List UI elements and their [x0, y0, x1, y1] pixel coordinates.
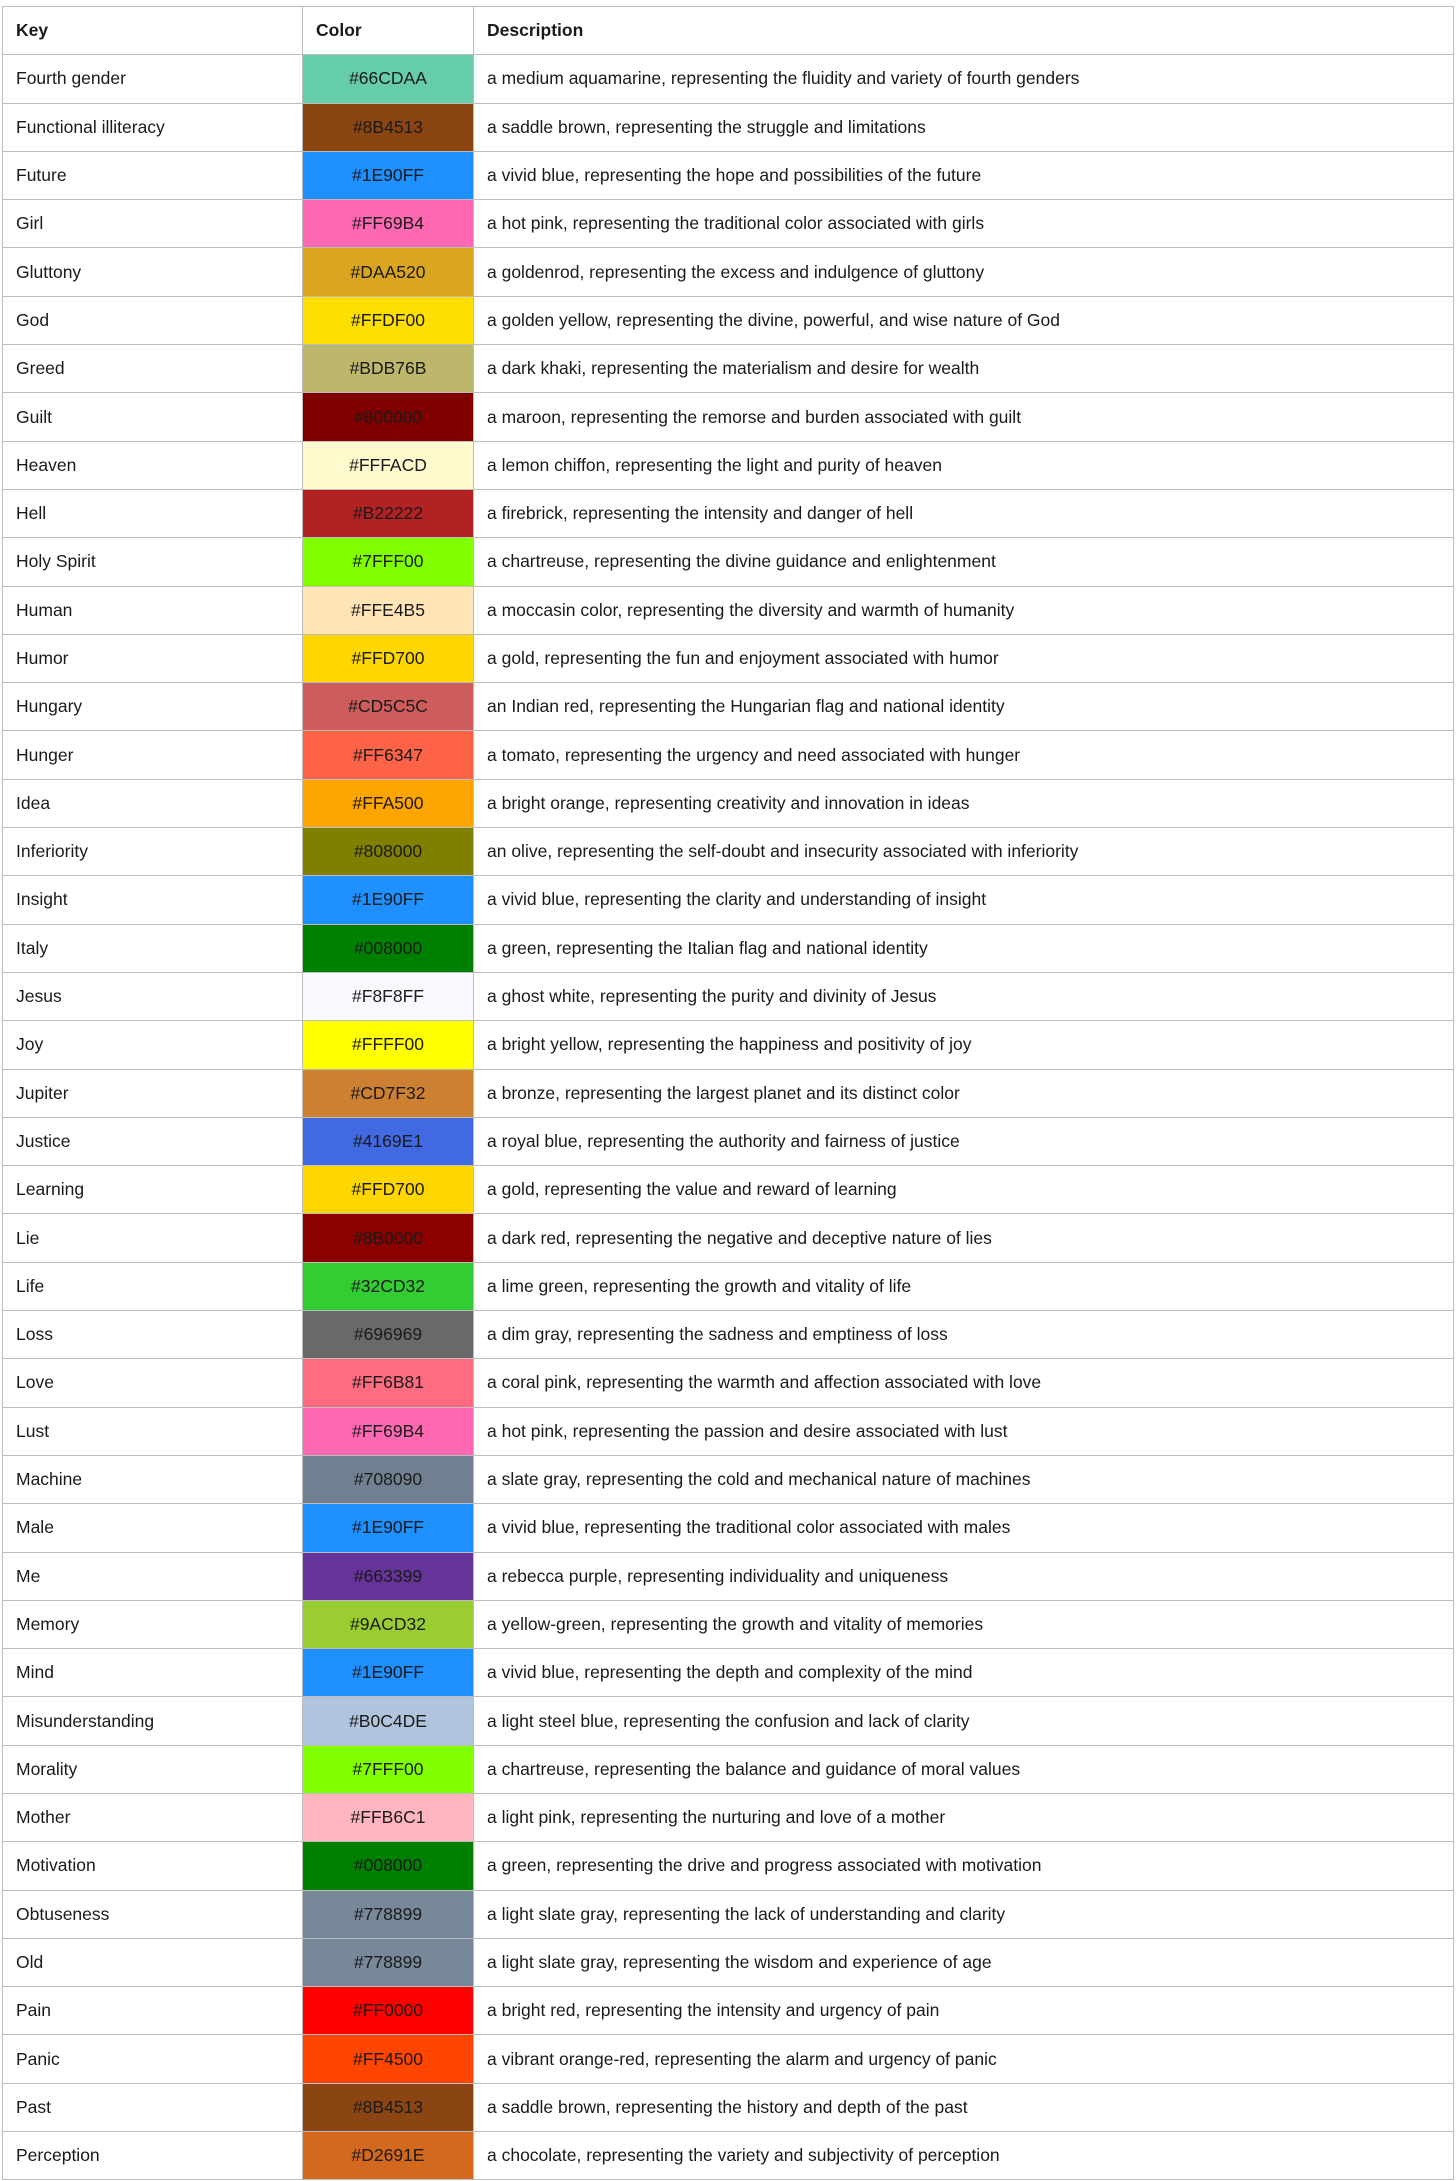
table-row	[3, 586, 1454, 634]
table-row	[3, 345, 1454, 393]
color-swatch: #1E90FF	[303, 151, 474, 199]
table-row	[3, 1600, 1454, 1648]
row-key: Girl	[3, 200, 303, 248]
color-swatch: #CD5C5C	[303, 683, 474, 731]
color-swatch: #8B0000	[303, 1214, 474, 1262]
row-description: a saddle brown, representing the history and depth of the past	[474, 2083, 1454, 2131]
row-key: Justice	[3, 1117, 303, 1165]
row-description: a royal blue, representing the authority and fairness of justice	[474, 1117, 1454, 1165]
table-row	[3, 828, 1454, 876]
table-row	[3, 2083, 1454, 2131]
row-key: Me	[3, 1552, 303, 1600]
row-key: Inferiority	[3, 828, 303, 876]
row-key: Old	[3, 1938, 303, 1986]
row-description: a chartreuse, representing the balance and guidance of moral values	[474, 1745, 1454, 1793]
row-description: a dark khaki, representing the materialism and desire for wealth	[474, 345, 1454, 393]
table-row	[3, 1697, 1454, 1745]
row-key: God	[3, 296, 303, 344]
table-row	[3, 1359, 1454, 1407]
row-description: a vivid blue, representing the clarity and understanding of insight	[474, 876, 1454, 924]
row-key: Motivation	[3, 1842, 303, 1890]
table-row	[3, 683, 1454, 731]
row-key: Heaven	[3, 441, 303, 489]
table-row	[3, 634, 1454, 682]
row-key: Jupiter	[3, 1069, 303, 1117]
color-swatch: #9ACD32	[303, 1600, 474, 1648]
table-row	[3, 1552, 1454, 1600]
row-key: Functional illiteracy	[3, 103, 303, 151]
table-row	[3, 489, 1454, 537]
color-swatch: #FF4500	[303, 2035, 474, 2083]
color-swatch: #8B4513	[303, 103, 474, 151]
color-swatch: #FFD700	[303, 1166, 474, 1214]
table-body	[3, 55, 1454, 2180]
color-swatch: #FFE4B5	[303, 586, 474, 634]
row-description: a ghost white, representing the purity and divinity of Jesus	[474, 972, 1454, 1020]
table-row	[3, 1890, 1454, 1938]
color-swatch: #FFFF00	[303, 1021, 474, 1069]
row-key: Learning	[3, 1166, 303, 1214]
table-row	[3, 1262, 1454, 1310]
row-key: Obtuseness	[3, 1890, 303, 1938]
color-swatch: #D2691E	[303, 2132, 474, 2180]
row-description: an olive, representing the self-doubt and insecurity associated with inferiority	[474, 828, 1454, 876]
table-row	[3, 151, 1454, 199]
row-key: Perception	[3, 2132, 303, 2180]
row-description: a light steel blue, representing the confusion and lack of clarity	[474, 1697, 1454, 1745]
color-swatch: #FFD700	[303, 634, 474, 682]
row-description: a dim gray, representing the sadness and emptiness of loss	[474, 1311, 1454, 1359]
row-key: Insight	[3, 876, 303, 924]
row-description: a golden yellow, representing the divine, powerful, and wise nature of God	[474, 296, 1454, 344]
color-swatch: #FFB6C1	[303, 1793, 474, 1841]
row-description: a hot pink, representing the passion and desire associated with lust	[474, 1407, 1454, 1455]
table-row	[3, 731, 1454, 779]
row-key: Hungary	[3, 683, 303, 731]
color-swatch: #808000	[303, 828, 474, 876]
color-swatch: #4169E1	[303, 1117, 474, 1165]
table-row	[3, 538, 1454, 586]
color-swatch: #FFFACD	[303, 441, 474, 489]
color-swatch: #B22222	[303, 489, 474, 537]
color-swatch: #B0C4DE	[303, 1697, 474, 1745]
table-row	[3, 2035, 1454, 2083]
row-key: Humor	[3, 634, 303, 682]
color-swatch: #FFA500	[303, 779, 474, 827]
row-description: a vivid blue, representing the hope and possibilities of the future	[474, 151, 1454, 199]
row-description: a light slate gray, representing the lack of understanding and clarity	[474, 1890, 1454, 1938]
row-key: Lie	[3, 1214, 303, 1262]
table-row	[3, 1455, 1454, 1503]
color-swatch: #FFDF00	[303, 296, 474, 344]
table-row	[3, 55, 1454, 103]
color-swatch: #008000	[303, 1842, 474, 1890]
table-row	[3, 1793, 1454, 1841]
row-description: a bright orange, representing creativity and innovation in ideas	[474, 779, 1454, 827]
table-row	[3, 441, 1454, 489]
row-key: Future	[3, 151, 303, 199]
row-key: Holy Spirit	[3, 538, 303, 586]
row-key: Love	[3, 1359, 303, 1407]
table-row	[3, 779, 1454, 827]
table-row	[3, 1745, 1454, 1793]
row-key: Greed	[3, 345, 303, 393]
row-description: a slate gray, representing the cold and mechanical nature of machines	[474, 1455, 1454, 1503]
row-description: a bronze, representing the largest planet and its distinct color	[474, 1069, 1454, 1117]
row-key: Pain	[3, 1987, 303, 2035]
table-row	[3, 1117, 1454, 1165]
row-key: Misunderstanding	[3, 1697, 303, 1745]
row-description: a gold, representing the fun and enjoyment associated with humor	[474, 634, 1454, 682]
row-key: Italy	[3, 924, 303, 972]
color-swatch: #CD7F32	[303, 1069, 474, 1117]
row-description: a maroon, representing the remorse and burden associated with guilt	[474, 393, 1454, 441]
row-description: a goldenrod, representing the excess and indulgence of gluttony	[474, 248, 1454, 296]
table-row	[3, 1166, 1454, 1214]
table-row	[3, 296, 1454, 344]
table-row	[3, 1069, 1454, 1117]
row-description: a saddle brown, representing the struggle and limitations	[474, 103, 1454, 151]
color-swatch: #FF6B81	[303, 1359, 474, 1407]
color-swatch: #8B4513	[303, 2083, 474, 2131]
row-description: a medium aquamarine, representing the fluidity and variety of fourth genders	[474, 55, 1454, 103]
row-description: an Indian red, representing the Hungarian flag and national identity	[474, 683, 1454, 731]
row-key: Memory	[3, 1600, 303, 1648]
table-row	[3, 1311, 1454, 1359]
color-swatch: #FF6347	[303, 731, 474, 779]
color-swatch: #DAA520	[303, 248, 474, 296]
row-description: a tomato, representing the urgency and need associated with hunger	[474, 731, 1454, 779]
color-swatch: #708090	[303, 1455, 474, 1503]
row-description: a moccasin color, representing the diversity and warmth of humanity	[474, 586, 1454, 634]
row-description: a green, representing the Italian flag and national identity	[474, 924, 1454, 972]
table-row	[3, 1407, 1454, 1455]
table-row	[3, 1987, 1454, 2035]
table-row	[3, 248, 1454, 296]
table-row	[3, 2132, 1454, 2180]
row-description: a coral pink, representing the warmth and affection associated with love	[474, 1359, 1454, 1407]
row-key: Lust	[3, 1407, 303, 1455]
color-swatch: #7FFF00	[303, 538, 474, 586]
table-row	[3, 972, 1454, 1020]
table-row	[3, 393, 1454, 441]
row-key: Jesus	[3, 972, 303, 1020]
header-color: Color	[303, 7, 474, 55]
row-description: a rebecca purple, representing individuality and uniqueness	[474, 1552, 1454, 1600]
table-row	[3, 1649, 1454, 1697]
row-description: a lemon chiffon, representing the light and purity of heaven	[474, 441, 1454, 489]
row-description: a chartreuse, representing the divine guidance and enlightenment	[474, 538, 1454, 586]
table-row	[3, 103, 1454, 151]
row-key: Morality	[3, 1745, 303, 1793]
row-key: Human	[3, 586, 303, 634]
row-key: Idea	[3, 779, 303, 827]
header-description: Description	[474, 7, 1454, 55]
color-swatch: #FF0000	[303, 1987, 474, 2035]
color-swatch: #32CD32	[303, 1262, 474, 1310]
color-swatch: #F8F8FF	[303, 972, 474, 1020]
table-row	[3, 1021, 1454, 1069]
row-description: a gold, representing the value and reward of learning	[474, 1166, 1454, 1214]
row-key: Male	[3, 1504, 303, 1552]
color-swatch: #BDB76B	[303, 345, 474, 393]
row-key: Loss	[3, 1311, 303, 1359]
table-row	[3, 1938, 1454, 1986]
table-row	[3, 1214, 1454, 1262]
color-swatch: #008000	[303, 924, 474, 972]
color-swatch: #FF69B4	[303, 200, 474, 248]
row-key: Hell	[3, 489, 303, 537]
row-key: Life	[3, 1262, 303, 1310]
row-description: a green, representing the drive and progress associated with motivation	[474, 1842, 1454, 1890]
color-swatch: #1E90FF	[303, 876, 474, 924]
row-key: Machine	[3, 1455, 303, 1503]
color-swatch: #778899	[303, 1938, 474, 1986]
color-swatch: #778899	[303, 1890, 474, 1938]
row-description: a dark red, representing the negative and deceptive nature of lies	[474, 1214, 1454, 1262]
header-key: Key	[3, 7, 303, 55]
row-key: Guilt	[3, 393, 303, 441]
color-swatch: #1E90FF	[303, 1649, 474, 1697]
row-key: Mind	[3, 1649, 303, 1697]
row-description: a lime green, representing the growth and vitality of life	[474, 1262, 1454, 1310]
row-description: a bright red, representing the intensity and urgency of pain	[474, 1987, 1454, 2035]
color-swatch: #66CDAA	[303, 55, 474, 103]
table-row	[3, 876, 1454, 924]
row-description: a bright yellow, representing the happiness and positivity of joy	[474, 1021, 1454, 1069]
row-description: a hot pink, representing the traditional color associated with girls	[474, 200, 1454, 248]
row-description: a light slate gray, representing the wisdom and experience of age	[474, 1938, 1454, 1986]
table-row	[3, 1504, 1454, 1552]
color-swatch: #663399	[303, 1552, 474, 1600]
color-table	[2, 6, 1454, 2180]
color-swatch: #7FFF00	[303, 1745, 474, 1793]
row-key: Gluttony	[3, 248, 303, 296]
table-row	[3, 1842, 1454, 1890]
row-description: a light pink, representing the nurturing and love of a mother	[474, 1793, 1454, 1841]
color-swatch: #1E90FF	[303, 1504, 474, 1552]
color-swatch: #FF69B4	[303, 1407, 474, 1455]
table-row	[3, 200, 1454, 248]
header-row	[3, 7, 1454, 55]
row-description: a firebrick, representing the intensity and danger of hell	[474, 489, 1454, 537]
row-description: a yellow-green, representing the growth and vitality of memories	[474, 1600, 1454, 1648]
row-key: Fourth gender	[3, 55, 303, 103]
table-row	[3, 924, 1454, 972]
row-key: Mother	[3, 1793, 303, 1841]
row-description: a vivid blue, representing the depth and complexity of the mind	[474, 1649, 1454, 1697]
row-key: Joy	[3, 1021, 303, 1069]
row-description: a vibrant orange-red, representing the alarm and urgency of panic	[474, 2035, 1454, 2083]
row-key: Past	[3, 2083, 303, 2131]
row-description: a vivid blue, representing the traditional color associated with males	[474, 1504, 1454, 1552]
row-key: Panic	[3, 2035, 303, 2083]
row-description: a chocolate, representing the variety and subjectivity of perception	[474, 2132, 1454, 2180]
color-swatch: #800000	[303, 393, 474, 441]
color-swatch: #696969	[303, 1311, 474, 1359]
row-key: Hunger	[3, 731, 303, 779]
